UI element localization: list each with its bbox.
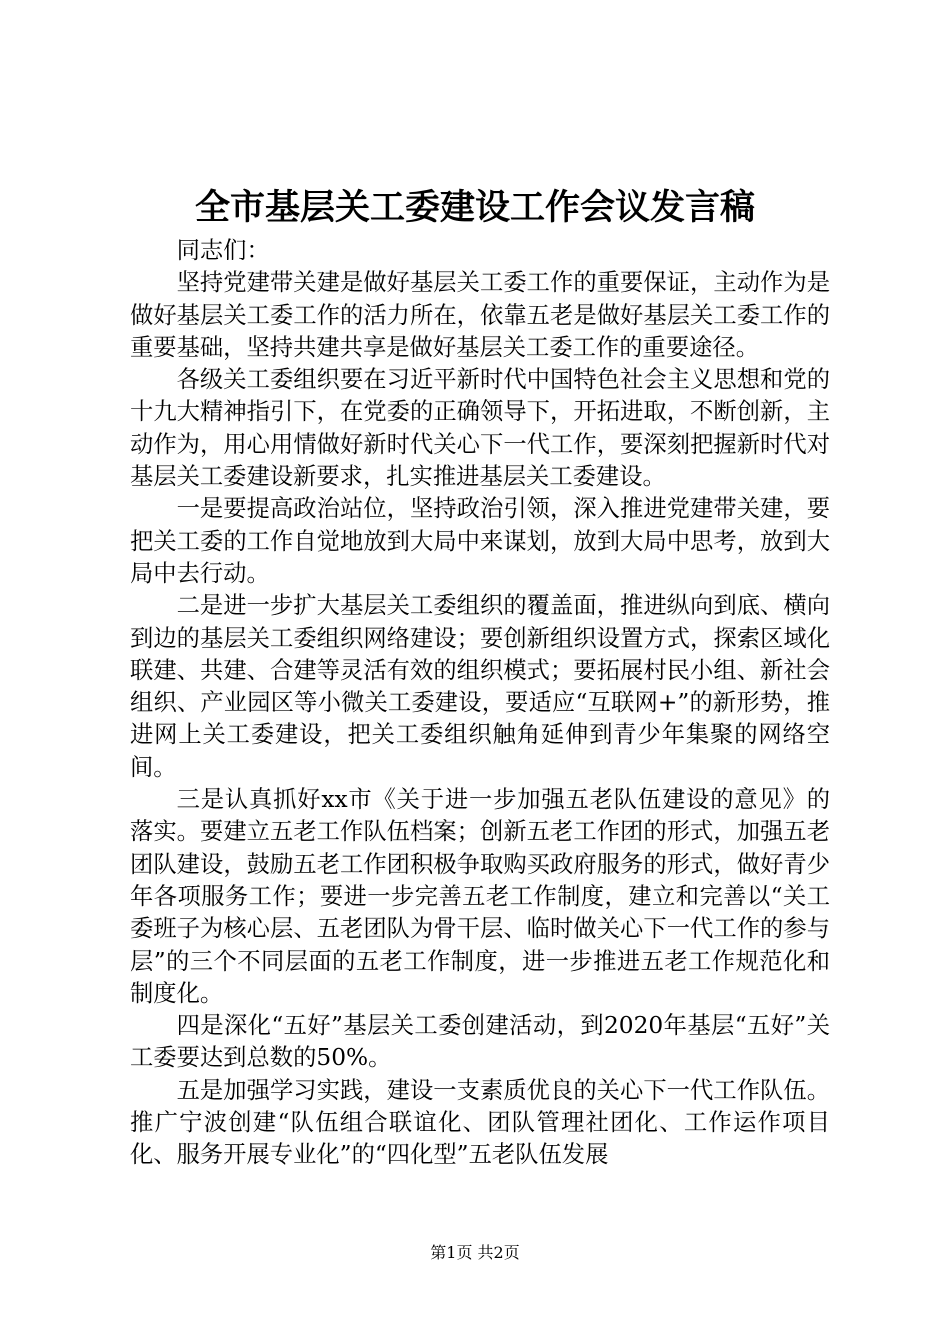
body-paragraph: 五是加强学习实践，建设一支素质优良的关心下一代工作队伍。推广宁波创建“队伍组合联谊化、团队管理社团化、工作运作项目化、服务开展专业化”的“四化型”五老队伍发展 — [130, 1076, 830, 1169]
body-paragraph: 一是要提高政治站位，坚持政治引领，深入推进党建带关建，要把关工委的工作自觉地放到大局中来谋划，放到大局中思考，放到大局中去行动。 — [130, 495, 830, 587]
body-paragraph: 坚持党建带关建是做好基层关工委工作的重要保证，主动作为是做好基层关工委工作的活力所在，依靠五老是做好基层关工委工作的重要基础，坚持共建共享是做好基层关工委工作的重要途径。 — [130, 269, 830, 361]
salutation-paragraph: 同志们： — [176, 237, 270, 264]
page-footer: 第1页 共2页 — [430, 1243, 520, 1262]
body-paragraph: 各级关工委组织要在习近平新时代中国特色社会主义思想和党的十九大精神指引下，在党委的正确领导下，开拓进取，不断创新，主动作为，用心用情做好新时代关心下一代工作，要深刻把握新时代对基层关工委建设新要求，扎实推进基层关工委建设。 — [130, 366, 830, 491]
body-paragraph: 二是进一步扩大基层关工委组织的覆盖面，推进纵向到底、横向到边的基层关工委组织网络建设；要创新组织设置方式，探索区域化联建、共建、合建等灵活有效的组织模式；要拓展村民小组、新社会组织、产业园区等小微关工委建设，要适应“互联网+”的新形势，推进网上关工委建设，把关工委组织触角延伸到青少年集聚的网络空间。 — [130, 592, 830, 781]
body-paragraph: 四是深化“五好”基层关工委创建活动，到2020年基层“五好”关工委要达到总数的50%。 — [130, 1012, 830, 1072]
document-body — [130, 235, 830, 1172]
body-paragraph: 三是认真抓好xx市《关于进一步加强五老队伍建设的意见》的落实。要建立五老工作队伍档案；创新五老工作团的形式，加强五老团队建设，鼓励五老工作团积极争取购买政府服务的形式，做好青少年各项服务工作；要进一步完善五老工作制度，建立和完善以“关工委班子为核心层、五老团队为骨干层、临时做关心下一代工作的参与层”的三个不同层面的五老工作制度，进一步推进五老工作规范化和制度化。 — [130, 786, 830, 1007]
document-title: 全市基层关工委建设工作会议发言稿 — [194, 187, 755, 228]
